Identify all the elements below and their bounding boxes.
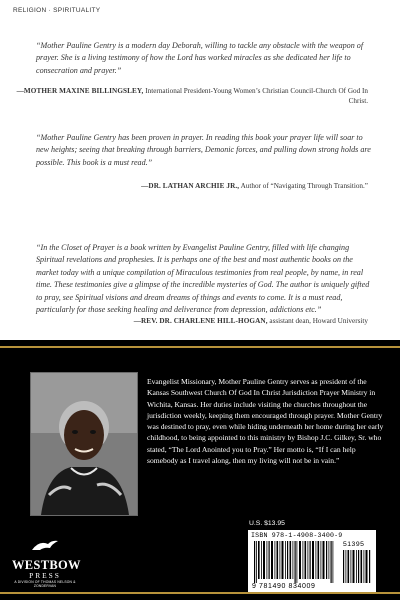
publisher-division: A DIVISION OF THOMAS NELSON & ZONDERVAN	[14, 580, 76, 588]
testimonial-author-1: —MOTHER MAXINE BILLINGSLEY,	[16, 87, 144, 95]
testimonial-attribution-2	[141, 181, 368, 191]
gold-divider-top	[0, 346, 400, 348]
testimonial-author-title-1: International President-Young Women’s Christian Council-Church Of God In Christ.	[145, 87, 368, 105]
publisher-logo	[12, 538, 81, 588]
isbn-label: ISBN 978-1-4908-3400-9	[251, 532, 343, 539]
testimonial-author-3: —REV. DR. CHARLENE HILL-HOGAN,	[133, 317, 268, 325]
category-label: RELIGION · SPIRITUALITY	[13, 7, 101, 14]
barcode	[248, 530, 376, 592]
testimonial-attribution-3	[134, 316, 368, 326]
testimonial-author-2: —DR. LATHAN ARCHIE JR.,	[141, 182, 240, 190]
author-portrait-icon	[31, 373, 137, 515]
gold-divider-bottom	[0, 592, 400, 594]
testimonial-quote-3: “In the Closet of Prayer is a book written by Evangelist Pauline Gentry, filled with life changing Spiritual revelations and prophesies. It is perhaps one of the best and most authentic books on the market today with a unique compilation of Miraculous testimonies from real people, by name, in real time. These testimonies give a glimpse of the incredible mysteries of God. The author is uniquely gifted to pray, see Spiritual visions and dream dreams of things and events to come. It is a must read, particularly for those seeking healing and deliverance from depression, addictions etc.”	[36, 243, 370, 315]
author-bio: Evangelist Missionary, Mother Pauline Gentry serves as president of the Kansas Southwest Church Of God In Christ Jurisdiction Prayer Ministry in Wichita, Kansas. Her duties include visiting the churches throughout the jurisdiction weekly, keeping them encouraged through prayer. Mother Gentry was destined to pray, even while hiding underneath her home during her early childhood, to being appointed to this ministry by Bishop J.C. Gilkey, Sr. who stated, “The Lord Anointed you to Pray.” Her motto is, “If I can help somebody as I travel along, then my living will not be in vain.”	[147, 377, 384, 466]
publisher-press: PRESS	[29, 571, 61, 580]
testimonial-attribution-1	[0, 86, 368, 106]
testimonial-quote-2: “Mother Pauline Gentry has been proven in prayer. In reading this book your prayer life will soar to new heights; seeing that breaking through barriers, Demonic forces, and pulling down strong holds are possible. This book is a must read.”	[36, 133, 371, 167]
testimonial-author-title-2: Author of “Navigating Through Transition.”	[240, 182, 368, 190]
publisher-bird-icon	[30, 538, 60, 554]
barcode-supplement: 51395	[343, 541, 365, 548]
price-label: U.S. $13.95	[249, 520, 285, 527]
barcode-digits: 9 781490 834009	[252, 583, 316, 590]
author-photo	[30, 372, 138, 516]
testimonial-author-title-3: assistant dean, Howard University	[269, 317, 368, 325]
testimonial-quote-1: “Mother Pauline Gentry is a modern day Deborah, willing to tackle any obstacle with the weapon of prayer. She is a living testimony of how the Lord has worked miracles as she dedicated her life to consecration and prayer.”	[36, 41, 364, 75]
publisher-name: WESTBOW	[12, 558, 81, 572]
